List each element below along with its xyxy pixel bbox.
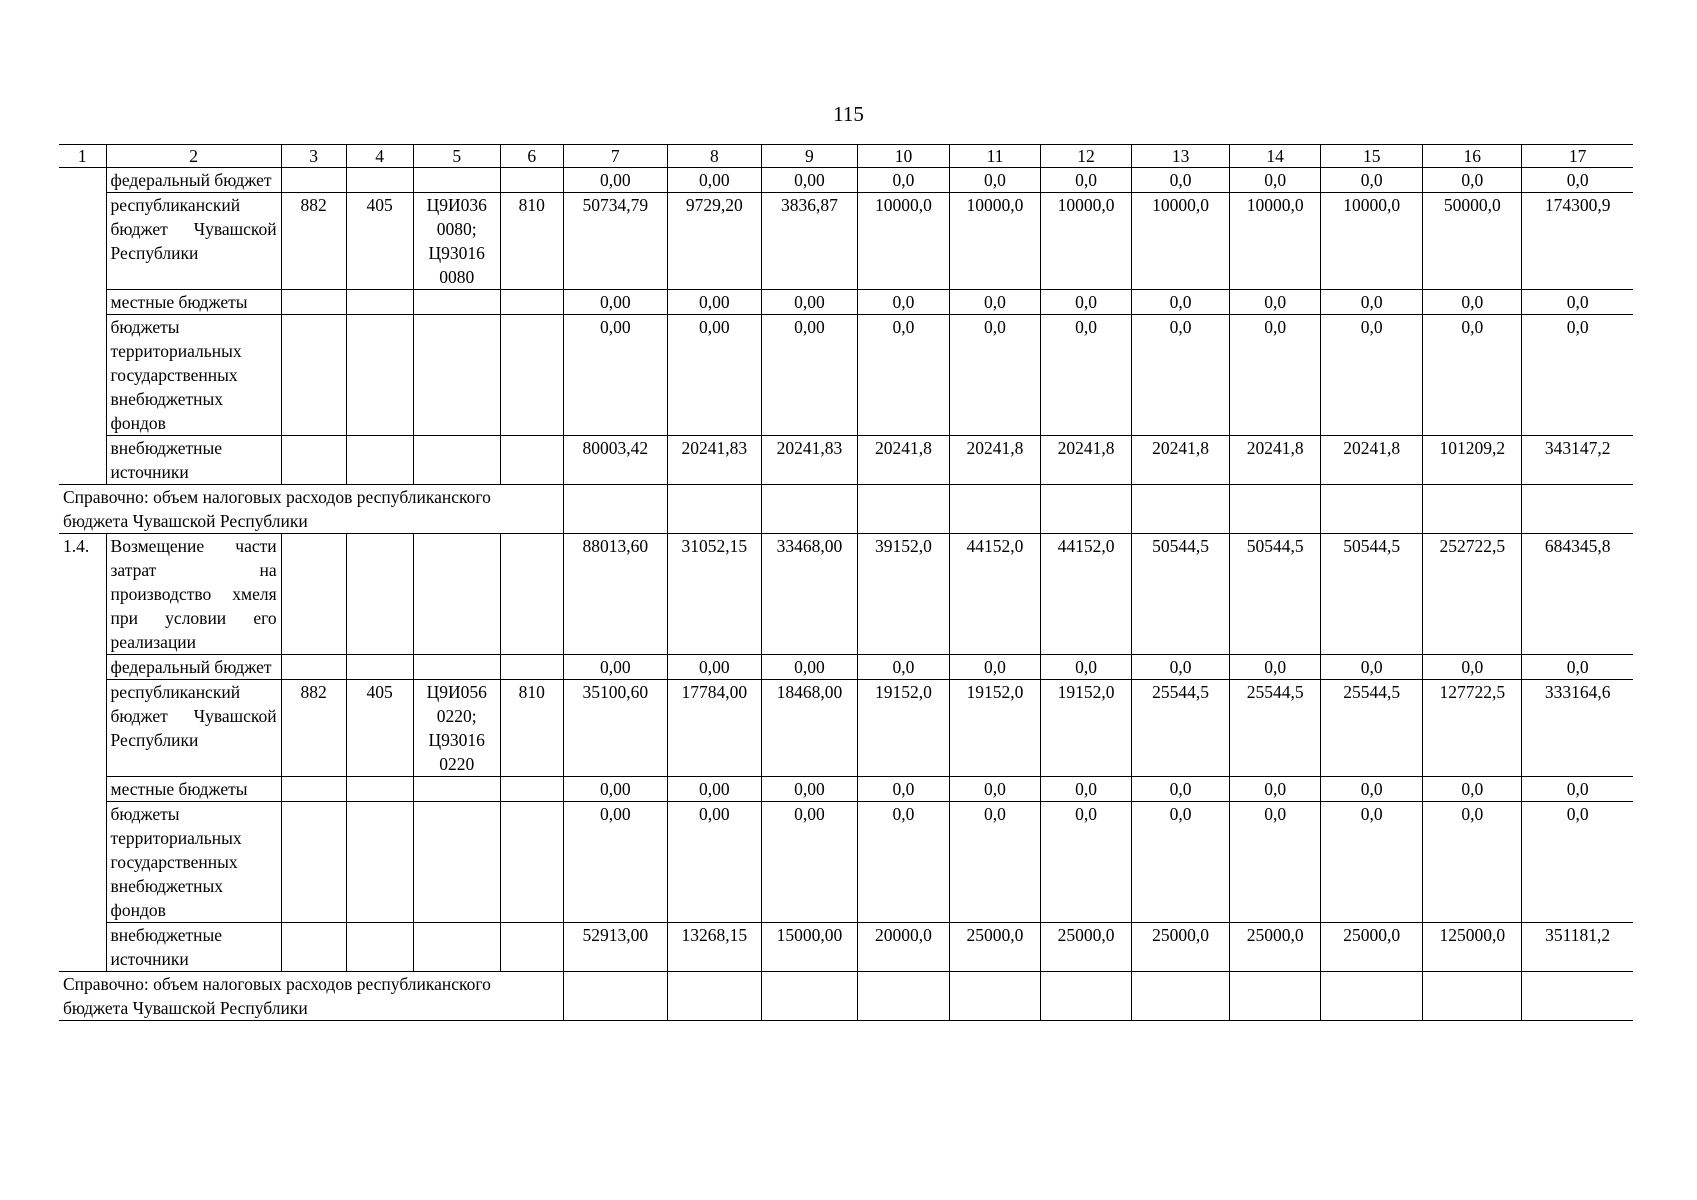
- value-cell: 0,0: [1321, 802, 1423, 923]
- value-cell: 18468,00: [761, 680, 857, 777]
- table-row: [59, 655, 1633, 680]
- value-cell: 9729,20: [667, 193, 761, 290]
- row-label: федеральный бюджет: [106, 168, 281, 193]
- code-cell: [413, 777, 500, 802]
- code-cell: [500, 168, 563, 193]
- row-label: бюджеты территориальных государственных внебюджетных фондов: [106, 802, 281, 923]
- value-cell: [761, 972, 857, 1021]
- value-cell: 20241,8: [1230, 436, 1321, 485]
- value-cell: 343147,2: [1522, 436, 1633, 485]
- row-label: внебюджетные источники: [106, 923, 281, 972]
- code-cell: [500, 655, 563, 680]
- value-cell: [563, 972, 667, 1021]
- value-cell: 25000,0: [1230, 923, 1321, 972]
- value-cell: 0,0: [1041, 802, 1132, 923]
- code-cell: [500, 290, 563, 315]
- code-cell: [346, 168, 413, 193]
- value-cell: 0,0: [1423, 290, 1522, 315]
- value-cell: 19152,0: [949, 680, 1040, 777]
- column-number: 17: [1522, 145, 1633, 168]
- value-cell: 0,00: [667, 802, 761, 923]
- column-number: 3: [281, 145, 346, 168]
- value-cell: 25000,0: [949, 923, 1040, 972]
- value-cell: 25000,0: [1321, 923, 1423, 972]
- row-label: республиканский бюджет Чувашской Республики: [106, 680, 281, 777]
- value-cell: [949, 972, 1040, 1021]
- code-cell: [346, 290, 413, 315]
- code-cell: Ц9И036 0080; Ц93016 0080: [413, 193, 500, 290]
- value-cell: 10000,0: [1041, 193, 1132, 290]
- code-cell: [346, 436, 413, 485]
- value-cell: 0,0: [857, 777, 949, 802]
- code-cell: [413, 534, 500, 655]
- code-cell: [281, 802, 346, 923]
- value-cell: 10000,0: [949, 193, 1040, 290]
- value-cell: 25544,5: [1230, 680, 1321, 777]
- code-cell: [346, 315, 413, 436]
- column-number: 5: [413, 145, 500, 168]
- table-row: [59, 777, 1633, 802]
- value-cell: 88013,60: [563, 534, 667, 655]
- value-cell: 25544,5: [1321, 680, 1423, 777]
- value-cell: [667, 972, 761, 1021]
- row-label: внебюджетные источники: [106, 436, 281, 485]
- value-cell: 0,00: [761, 802, 857, 923]
- value-cell: 0,00: [761, 315, 857, 436]
- table-row: [59, 802, 1633, 923]
- value-cell: 0,0: [857, 655, 949, 680]
- code-cell: 405: [346, 680, 413, 777]
- value-cell: 127722,5: [1423, 680, 1522, 777]
- value-cell: 25000,0: [1132, 923, 1230, 972]
- value-cell: 0,00: [667, 655, 761, 680]
- value-cell: 0,0: [1522, 802, 1633, 923]
- continuation-cell: [59, 168, 106, 485]
- code-cell: [500, 534, 563, 655]
- value-cell: 20241,8: [1041, 436, 1132, 485]
- value-cell: [1041, 972, 1132, 1021]
- value-cell: 0,0: [1132, 802, 1230, 923]
- value-cell: 0,0: [1321, 777, 1423, 802]
- value-cell: 252722,5: [1423, 534, 1522, 655]
- value-cell: 10000,0: [1230, 193, 1321, 290]
- value-cell: 39152,0: [857, 534, 949, 655]
- value-cell: 0,0: [1321, 290, 1423, 315]
- code-cell: [413, 802, 500, 923]
- value-cell: 0,00: [667, 777, 761, 802]
- code-cell: [413, 315, 500, 436]
- code-cell: 405: [346, 193, 413, 290]
- value-cell: 31052,15: [667, 534, 761, 655]
- value-cell: 10000,0: [857, 193, 949, 290]
- row-label: бюджеты территориальных государственных внебюджетных фондов: [106, 315, 281, 436]
- value-cell: 44152,0: [1041, 534, 1132, 655]
- value-cell: 13268,15: [667, 923, 761, 972]
- value-cell: 80003,42: [563, 436, 667, 485]
- value-cell: [563, 485, 667, 534]
- value-cell: 20241,8: [1321, 436, 1423, 485]
- value-cell: 0,0: [1423, 168, 1522, 193]
- value-cell: 0,0: [1423, 655, 1522, 680]
- code-cell: [500, 777, 563, 802]
- value-cell: 50000,0: [1423, 193, 1522, 290]
- code-cell: [281, 534, 346, 655]
- table-row: [59, 534, 1633, 655]
- table-row: [59, 290, 1633, 315]
- value-cell: 125000,0: [1423, 923, 1522, 972]
- value-cell: 50544,5: [1321, 534, 1423, 655]
- value-cell: [1321, 972, 1423, 1021]
- value-cell: 351181,2: [1522, 923, 1633, 972]
- column-number: 12: [1041, 145, 1132, 168]
- value-cell: 50544,5: [1132, 534, 1230, 655]
- column-number: 4: [346, 145, 413, 168]
- code-cell: [281, 290, 346, 315]
- value-cell: 0,0: [1230, 315, 1321, 436]
- value-cell: 25544,5: [1132, 680, 1230, 777]
- value-cell: 19152,0: [857, 680, 949, 777]
- value-cell: [949, 485, 1040, 534]
- column-number: 15: [1321, 145, 1423, 168]
- value-cell: [1522, 485, 1633, 534]
- code-cell: 810: [500, 680, 563, 777]
- value-cell: [1423, 972, 1522, 1021]
- value-cell: [1230, 485, 1321, 534]
- value-cell: [1132, 972, 1230, 1021]
- code-cell: [500, 315, 563, 436]
- value-cell: 0,0: [857, 290, 949, 315]
- value-cell: [1522, 972, 1633, 1021]
- table-body: [59, 145, 1633, 1021]
- value-cell: 0,0: [1522, 290, 1633, 315]
- value-cell: 0,0: [1041, 315, 1132, 436]
- table-row: [59, 923, 1633, 972]
- code-cell: [346, 655, 413, 680]
- code-cell: [500, 923, 563, 972]
- value-cell: 17784,00: [667, 680, 761, 777]
- value-cell: 0,00: [667, 168, 761, 193]
- value-cell: 0,0: [1132, 168, 1230, 193]
- value-cell: 0,0: [949, 655, 1040, 680]
- value-cell: 0,0: [1132, 315, 1230, 436]
- value-cell: 0,0: [857, 802, 949, 923]
- value-cell: 10000,0: [1132, 193, 1230, 290]
- column-number: 16: [1423, 145, 1522, 168]
- value-cell: 20000,0: [857, 923, 949, 972]
- code-cell: [413, 168, 500, 193]
- value-cell: 101209,2: [1423, 436, 1522, 485]
- value-cell: 0,0: [949, 315, 1040, 436]
- value-cell: 35100,60: [563, 680, 667, 777]
- value-cell: 0,00: [563, 655, 667, 680]
- value-cell: 19152,0: [1041, 680, 1132, 777]
- table-row: [59, 315, 1633, 436]
- value-cell: 0,0: [1522, 655, 1633, 680]
- value-cell: 50544,5: [1230, 534, 1321, 655]
- value-cell: 0,0: [1423, 777, 1522, 802]
- row-label: республиканский бюджет Чувашской Республики: [106, 193, 281, 290]
- value-cell: 0,00: [563, 290, 667, 315]
- value-cell: 0,0: [1522, 168, 1633, 193]
- value-cell: [667, 485, 761, 534]
- value-cell: 3836,87: [761, 193, 857, 290]
- code-cell: [346, 802, 413, 923]
- reference-note: Справочно: объем налоговых расходов республиканского бюджета Чувашской Республики: [59, 485, 563, 534]
- value-cell: 0,00: [667, 315, 761, 436]
- value-cell: 20241,8: [857, 436, 949, 485]
- code-cell: [500, 436, 563, 485]
- value-cell: 0,00: [761, 655, 857, 680]
- value-cell: 0,0: [857, 315, 949, 436]
- value-cell: 0,0: [1041, 655, 1132, 680]
- row-label: местные бюджеты: [106, 777, 281, 802]
- code-cell: [346, 923, 413, 972]
- value-cell: 52913,00: [563, 923, 667, 972]
- value-cell: 0,0: [1423, 802, 1522, 923]
- table-row: [59, 680, 1633, 777]
- value-cell: 0,0: [1230, 777, 1321, 802]
- value-cell: [1041, 485, 1132, 534]
- column-number: 6: [500, 145, 563, 168]
- item-title: Возмещение части затрат на производство хмеля при условии его реализации: [106, 534, 281, 655]
- value-cell: [761, 485, 857, 534]
- value-cell: [1423, 485, 1522, 534]
- value-cell: 44152,0: [949, 534, 1040, 655]
- code-cell: [346, 777, 413, 802]
- value-cell: 0,00: [563, 802, 667, 923]
- value-cell: [1321, 485, 1423, 534]
- value-cell: [857, 972, 949, 1021]
- value-cell: 0,0: [1041, 168, 1132, 193]
- table-row: [59, 193, 1633, 290]
- note-row: [59, 972, 1633, 1021]
- value-cell: 0,0: [1321, 315, 1423, 436]
- column-number: 1: [59, 145, 106, 168]
- value-cell: 0,0: [1321, 168, 1423, 193]
- column-number: 8: [667, 145, 761, 168]
- table-row: [59, 168, 1633, 193]
- value-cell: 0,0: [1230, 290, 1321, 315]
- code-cell: [500, 802, 563, 923]
- column-number: 10: [857, 145, 949, 168]
- code-cell: 810: [500, 193, 563, 290]
- column-number: 7: [563, 145, 667, 168]
- row-label: федеральный бюджет: [106, 655, 281, 680]
- code-cell: [281, 655, 346, 680]
- code-cell: 882: [281, 193, 346, 290]
- value-cell: 0,0: [1230, 802, 1321, 923]
- code-cell: Ц9И056 0220; Ц93016 0220: [413, 680, 500, 777]
- code-cell: [413, 923, 500, 972]
- column-number: 14: [1230, 145, 1321, 168]
- column-number: 9: [761, 145, 857, 168]
- value-cell: 0,0: [949, 777, 1040, 802]
- row-label: местные бюджеты: [106, 290, 281, 315]
- value-cell: 0,00: [667, 290, 761, 315]
- note-row: [59, 485, 1633, 534]
- value-cell: 0,0: [1132, 655, 1230, 680]
- reference-note: Справочно: объем налоговых расходов республиканского бюджета Чувашской Республики: [59, 972, 563, 1021]
- code-cell: [413, 290, 500, 315]
- value-cell: 10000,0: [1321, 193, 1423, 290]
- code-cell: [281, 777, 346, 802]
- value-cell: 0,0: [949, 290, 1040, 315]
- column-number-row: [59, 145, 1633, 168]
- page-number: 115: [833, 102, 864, 126]
- code-cell: [413, 436, 500, 485]
- code-cell: [281, 315, 346, 436]
- value-cell: 0,00: [563, 777, 667, 802]
- code-cell: [281, 436, 346, 485]
- value-cell: 20241,8: [949, 436, 1040, 485]
- value-cell: 0,0: [1132, 777, 1230, 802]
- value-cell: 0,00: [761, 290, 857, 315]
- value-cell: 0,00: [563, 315, 667, 436]
- budget-table: [59, 144, 1633, 1021]
- table-row: [59, 436, 1633, 485]
- column-number: 2: [106, 145, 281, 168]
- code-cell: [346, 534, 413, 655]
- value-cell: 0,00: [563, 168, 667, 193]
- value-cell: [1230, 972, 1321, 1021]
- value-cell: 0,0: [1423, 315, 1522, 436]
- value-cell: 15000,00: [761, 923, 857, 972]
- column-number: 11: [949, 145, 1040, 168]
- value-cell: 0,0: [1132, 290, 1230, 315]
- value-cell: [1132, 485, 1230, 534]
- value-cell: 684345,8: [1522, 534, 1633, 655]
- value-cell: 0,0: [949, 802, 1040, 923]
- value-cell: 0,0: [857, 168, 949, 193]
- value-cell: 20241,8: [1132, 436, 1230, 485]
- value-cell: 0,0: [1522, 315, 1633, 436]
- value-cell: 0,0: [1230, 168, 1321, 193]
- code-cell: [281, 168, 346, 193]
- value-cell: 333164,6: [1522, 680, 1633, 777]
- value-cell: [857, 485, 949, 534]
- value-cell: 0,0: [1230, 655, 1321, 680]
- code-cell: [281, 923, 346, 972]
- value-cell: 0,0: [949, 168, 1040, 193]
- value-cell: 0,0: [1321, 655, 1423, 680]
- value-cell: 0,0: [1041, 290, 1132, 315]
- value-cell: 0,00: [761, 168, 857, 193]
- value-cell: 20241,83: [667, 436, 761, 485]
- code-cell: 882: [281, 680, 346, 777]
- value-cell: 50734,79: [563, 193, 667, 290]
- value-cell: 20241,83: [761, 436, 857, 485]
- column-number: 13: [1132, 145, 1230, 168]
- code-cell: [413, 655, 500, 680]
- value-cell: 25000,0: [1041, 923, 1132, 972]
- value-cell: 0,0: [1522, 777, 1633, 802]
- item-number: 1.4.: [59, 534, 106, 972]
- value-cell: 0,00: [761, 777, 857, 802]
- value-cell: 0,0: [1041, 777, 1132, 802]
- value-cell: 174300,9: [1522, 193, 1633, 290]
- value-cell: 33468,00: [761, 534, 857, 655]
